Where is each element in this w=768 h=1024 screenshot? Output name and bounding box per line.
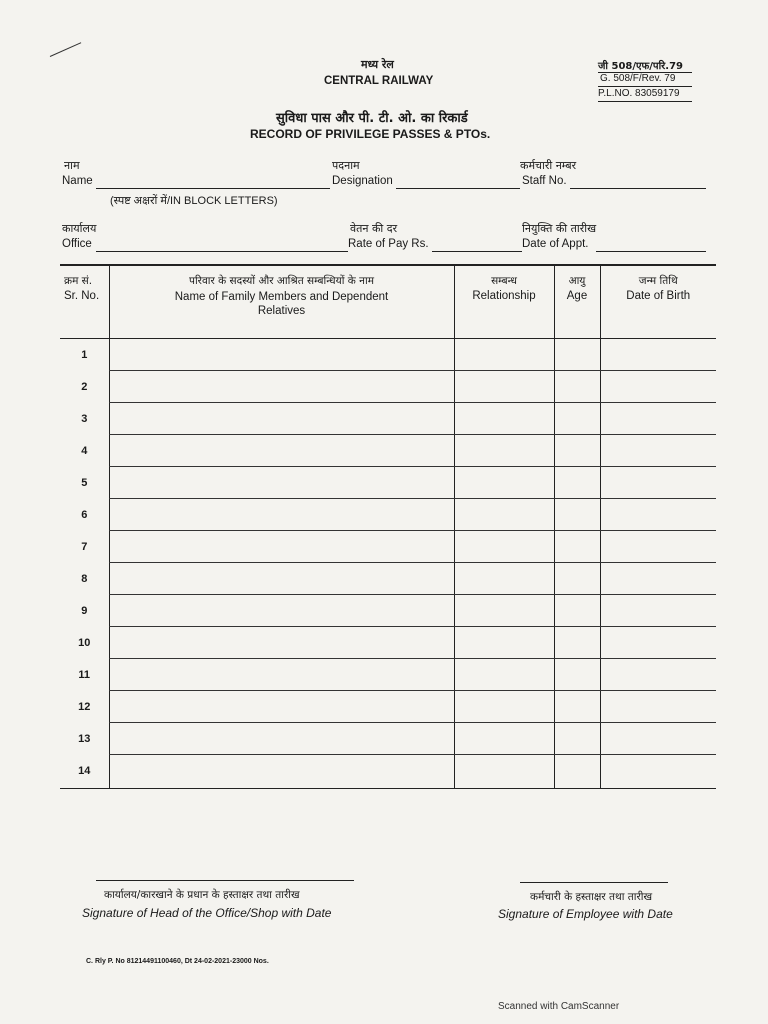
railway-name: CENTRAL RAILWAY xyxy=(324,75,434,87)
col-header-age xyxy=(554,265,600,339)
relationship-cell[interactable] xyxy=(454,499,554,531)
member-name-cell[interactable] xyxy=(109,499,454,531)
member-name-cell[interactable] xyxy=(109,691,454,723)
row-number: 12 xyxy=(78,700,91,713)
table-row xyxy=(60,467,716,499)
table-row xyxy=(60,403,716,435)
table-row xyxy=(60,723,716,755)
member-name-cell[interactable] xyxy=(109,627,454,659)
member-name-cell[interactable] xyxy=(109,755,454,789)
member-name-cell[interactable] xyxy=(109,563,454,595)
dob-cell[interactable] xyxy=(600,467,716,499)
row-number: 5 xyxy=(81,476,88,489)
age-cell[interactable] xyxy=(554,499,600,531)
relationship-cell[interactable] xyxy=(454,659,554,691)
row-number: 2 xyxy=(81,380,88,393)
relationship-cell[interactable] xyxy=(454,755,554,789)
pl-number: P.L.NO. 83059179 xyxy=(598,88,680,99)
table-row xyxy=(60,435,716,467)
form-code-block xyxy=(598,58,692,102)
dob-cell[interactable] xyxy=(600,691,716,723)
relationship-cell[interactable] xyxy=(454,435,554,467)
employee-signature-hindi: कर्मचारी के हस्ताक्षर तथा तारीख xyxy=(530,891,653,903)
staff-label-hindi: कर्मचारी नम्बर xyxy=(520,159,577,172)
col-header-sr xyxy=(60,265,109,339)
staff-label: Staff No. xyxy=(522,175,567,187)
dob-cell[interactable] xyxy=(600,403,716,435)
office-field[interactable] xyxy=(96,251,348,252)
employee-signature-line[interactable] xyxy=(520,882,668,883)
col-header-name-hindi: परिवार के सदस्यों और आश्रित सम्बन्धियों के नाम xyxy=(188,275,375,287)
pay-label-hindi: वेतन की दर xyxy=(350,222,398,235)
age-cell[interactable] xyxy=(554,563,600,595)
page-title: RECORD OF PRIVILEGE PASSES & PTOs. xyxy=(250,127,491,141)
member-name-cell[interactable] xyxy=(109,659,454,691)
member-name-cell[interactable] xyxy=(109,467,454,499)
age-cell[interactable] xyxy=(554,403,600,435)
col-header-age-en: Age xyxy=(566,290,588,302)
col-header-name xyxy=(109,265,454,339)
member-name-cell[interactable] xyxy=(109,531,454,563)
row-number: 8 xyxy=(81,572,88,585)
name-label-hindi: नाम xyxy=(64,159,80,172)
dob-cell[interactable] xyxy=(600,627,716,659)
col-header-relationship-hindi: सम्बन्ध xyxy=(491,275,517,287)
relationship-cell[interactable] xyxy=(454,691,554,723)
age-cell[interactable] xyxy=(554,467,600,499)
designation-field[interactable] xyxy=(396,188,520,189)
table-row xyxy=(60,659,716,691)
table-row xyxy=(60,755,716,789)
table-row xyxy=(60,691,716,723)
member-name-cell[interactable] xyxy=(109,435,454,467)
relationship-cell[interactable] xyxy=(454,531,554,563)
member-name-cell[interactable] xyxy=(109,371,454,403)
col-header-age-hindi: आयु xyxy=(568,275,586,287)
dob-cell[interactable] xyxy=(600,723,716,755)
print-reference: C. Rly P. No 81214491100460, Dt 24-02-2021-23000 Nos. xyxy=(86,958,269,965)
table-row xyxy=(60,595,716,627)
relationship-cell[interactable] xyxy=(454,467,554,499)
designation-label: Designation xyxy=(332,175,393,187)
employee-signature-label: Signature of Employee with Date xyxy=(498,907,673,921)
relationship-cell[interactable] xyxy=(454,563,554,595)
age-cell[interactable] xyxy=(554,723,600,755)
row-number: 6 xyxy=(81,508,88,521)
name-field[interactable] xyxy=(96,188,330,189)
row-number: 1 xyxy=(81,348,88,361)
form-code-en: G. 508/F/Rev. 79 xyxy=(600,73,676,84)
table-row xyxy=(60,563,716,595)
age-cell[interactable] xyxy=(554,371,600,403)
dob-cell[interactable] xyxy=(600,563,716,595)
age-cell[interactable] xyxy=(554,435,600,467)
dob-cell[interactable] xyxy=(600,531,716,563)
member-name-cell[interactable] xyxy=(109,339,454,371)
col-header-dob xyxy=(600,265,716,339)
row-number: 9 xyxy=(81,604,88,617)
railway-hindi: मध्य रेल xyxy=(361,58,394,71)
table-row xyxy=(60,627,716,659)
family-members-table xyxy=(60,264,716,789)
designation-label-hindi: पदनाम xyxy=(332,159,360,172)
table-row xyxy=(60,339,716,371)
age-cell[interactable] xyxy=(554,531,600,563)
relationship-cell[interactable] xyxy=(454,339,554,371)
row-number: 10 xyxy=(78,636,91,649)
age-cell[interactable] xyxy=(554,627,600,659)
col-header-sr-en: Sr. No. xyxy=(64,290,100,302)
col-header-sr-hindi: क्रम सं. xyxy=(64,275,93,287)
row-number: 7 xyxy=(81,540,88,553)
relationship-cell[interactable] xyxy=(454,371,554,403)
member-name-cell[interactable] xyxy=(109,723,454,755)
col-header-name-en: Name of Family Members and Dependent Relatives xyxy=(174,291,389,317)
table-row xyxy=(60,499,716,531)
row-number: 11 xyxy=(78,668,91,681)
dob-cell[interactable] xyxy=(600,371,716,403)
relationship-cell[interactable] xyxy=(454,403,554,435)
name-label: Name xyxy=(62,175,93,187)
age-cell[interactable] xyxy=(554,691,600,723)
row-number: 14 xyxy=(60,755,109,789)
relationship-cell[interactable] xyxy=(454,627,554,659)
age-cell[interactable] xyxy=(554,659,600,691)
col-header-dob-hindi: जन्म तिथि xyxy=(638,275,678,287)
member-name-cell[interactable] xyxy=(109,595,454,627)
dob-cell[interactable] xyxy=(600,435,716,467)
pay-field[interactable] xyxy=(432,251,522,252)
head-signature-label: Signature of Head of the Office/Shop with Date xyxy=(82,906,332,920)
relationship-cell[interactable] xyxy=(454,595,554,627)
table-header-row xyxy=(60,265,716,339)
col-header-relationship-en: Relationship xyxy=(472,290,536,302)
age-cell[interactable] xyxy=(554,339,600,371)
appt-date-field[interactable] xyxy=(596,251,706,252)
pay-label: Rate of Pay Rs. xyxy=(348,238,429,250)
table-row xyxy=(60,531,716,563)
row-number: 3 xyxy=(81,412,88,425)
row-number: 4 xyxy=(81,444,88,457)
office-label-hindi: कार्यालय xyxy=(62,222,97,235)
head-signature-line[interactable] xyxy=(96,880,354,881)
col-header-relationship xyxy=(454,265,554,339)
dob-cell[interactable] xyxy=(600,659,716,691)
appt-label: Date of Appt. xyxy=(522,238,589,250)
dob-cell[interactable] xyxy=(600,499,716,531)
staff-number-field[interactable] xyxy=(570,188,706,189)
table-row xyxy=(60,371,716,403)
head-signature-hindi: कार्यालय/कारखाने के प्रधान के हस्ताक्षर तथा तारीख xyxy=(104,889,300,901)
dob-cell[interactable] xyxy=(600,595,716,627)
age-cell[interactable] xyxy=(554,755,600,789)
block-letters-note: (स्पष्ट अक्षरों में/IN BLOCK LETTERS) xyxy=(110,195,278,207)
relationship-cell[interactable] xyxy=(454,723,554,755)
row-number: 13 xyxy=(78,732,91,745)
title-hindi: सुविधा पास और पी. टी. ओ. का रिकार्ड xyxy=(276,111,468,126)
dob-cell[interactable] xyxy=(600,755,716,789)
member-name-cell[interactable] xyxy=(109,403,454,435)
office-label: Office xyxy=(62,238,92,250)
appt-label-hindi: नियुक्ति की तारीख xyxy=(522,222,597,235)
col-header-dob-en: Date of Birth xyxy=(626,290,691,302)
age-cell[interactable] xyxy=(554,595,600,627)
dob-cell[interactable] xyxy=(600,339,716,371)
pen-mark xyxy=(50,42,81,57)
scanner-watermark: Scanned with CamScanner xyxy=(498,1001,620,1012)
form-code-hindi: जी 508/एफ/परि.79 xyxy=(598,61,683,72)
